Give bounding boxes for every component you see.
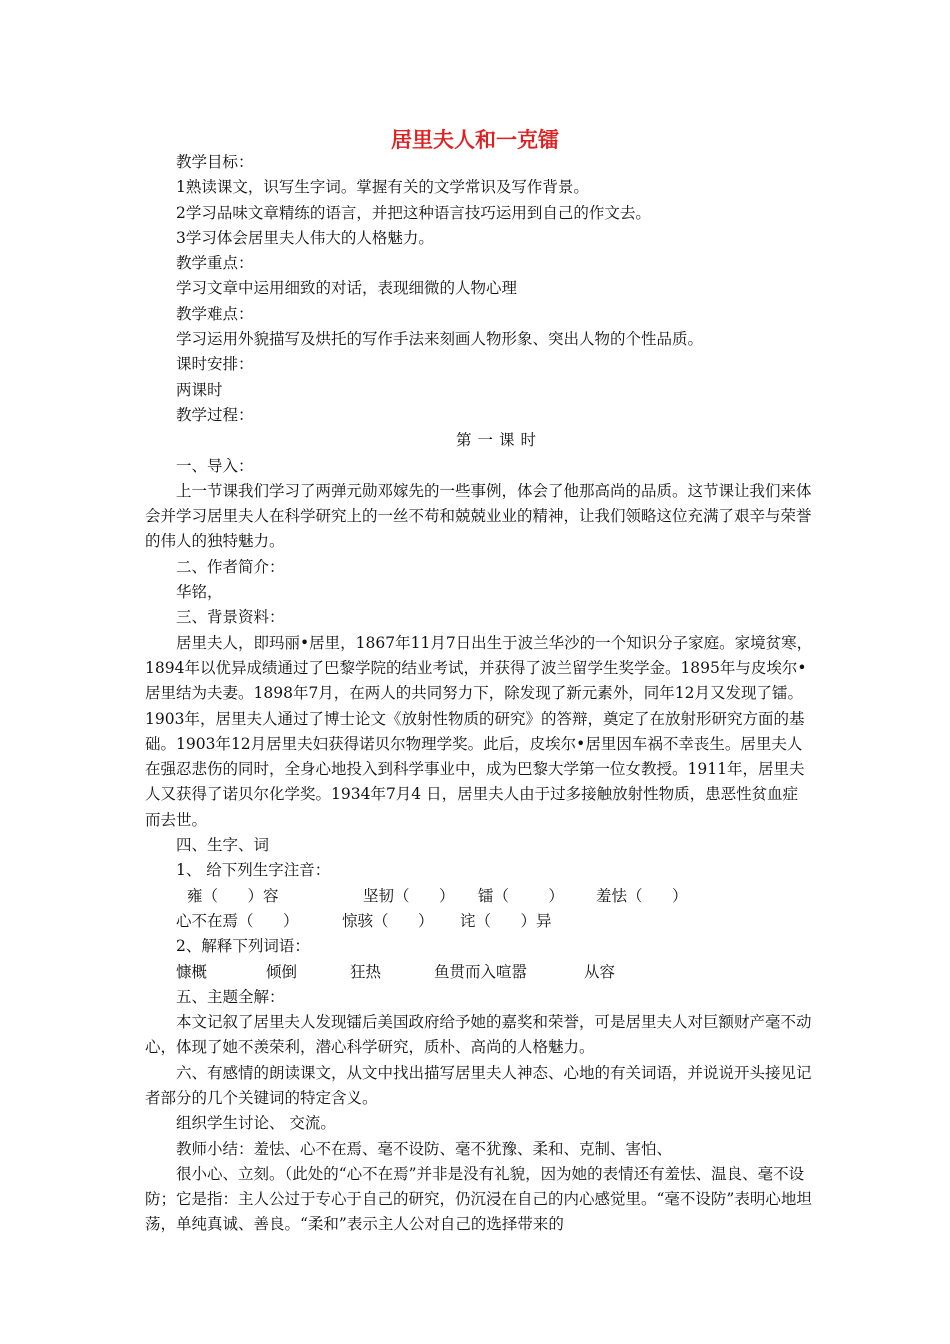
teacher-summary-line: 教师小结：羞怯、心不在焉、毫不设防、毫不犹豫、柔和、克制、害怕、 [176,1139,673,1158]
process-heading: 教学过程： [176,405,254,424]
goals-heading: 教学目标： [176,153,254,171]
part2-text: 华铭， [176,583,223,602]
pinyin-item: 惊骇（ ） [342,911,434,930]
part5-heading: 五、主题全解： [176,987,285,1006]
words-row [145,960,813,985]
word-item: 倾倒 [266,962,298,981]
pinyin-row [145,884,813,909]
part1-heading: 一、导入： [176,456,254,475]
focus-heading: 教学重点： [176,254,254,273]
document-title: 居里夫人和一克镭 [391,128,559,152]
pinyin-item: 诧（ ）异 [460,911,552,930]
part4-heading: 四、生字、词 [176,836,270,855]
pinyin-item: 坚韧（ ） [363,886,455,905]
pinyin-item: 镭（ ） [478,886,564,905]
part4-q1: 1、 给下列生字注音： [176,861,331,880]
focus-text: 学习文章中运用细致的对话，表现细微的人物心理 [176,279,518,298]
goal-item: 2学习品味文章精练的语言，并把这种语言技巧运用到自己的作文去。 [176,203,651,222]
pinyin-row [145,909,813,934]
document-body [145,150,813,1238]
teacher-summary-text: 很小心、立刻。（此处的“心不在焉”并非是没有礼貌，因为她的表情还有羞怯、温良、毫不设防；它是指：主人公过于专心于自己的研究，仍沉浸在自己的内心感觉里。“毫不设防”表明心地坦荡，单纯真诚、善良。“柔和”表示主人公对自己的选择带来的 [145,1164,812,1234]
part3-text: 居里夫人，即玛丽•居里，1867年11月7日出生于波兰华沙的一个知识分子家庭。家境贫寒，1894年以优异成绩通过了巴黎学院的结业考试，并获得了波兰留学生奖学金。1895年与皮埃尔•居里结为夫妻。1898年7月，在两人的共同努力下，除发现了新元素外，同年12月又发现了镭。1903年，居里夫人通过了博士论文《放射性物质的研究》的答辩，奠定了在放射形研究方面的基础。1903年12月居里夫妇获得诺贝尔物理学奖。此后，皮埃尔•居里因车祸不幸丧生。居里夫人在强忍悲伤的同时，全身心地投入到科学事业中，成为巴黎大学第一位女教授。1911年，居里夫人又获得了诺贝尔化学奖。1934年7月4 日，居里夫人由于过多接触放射性物质，患恶性贫血症而去世。 [145,633,813,829]
part3-heading: 三、背景资料： [176,608,285,627]
part2-heading: 二、作者简介： [176,557,285,576]
word-item: 慷概 [176,962,208,981]
goal-item: 3学习体会居里夫人伟大的人格魅力。 [176,228,434,247]
schedule-text: 两课时 [176,380,223,399]
schedule-heading: 课时安排： [176,355,254,374]
goal-item: 1熟读课文，识写生字词。掌握有关的文学常识及写作背景。 [176,178,589,197]
part1-text: 上一节课我们学习了两弹元勋邓嫁先的一些事例，体会了他那高尚的品质。这节课让我们来体会并学习居里夫人在科学研究上的一丝不苟和兢兢业业的精神，让我们领略这位充满了艰辛与荣誉的伟人的独特魅力。 [145,481,812,551]
pinyin-item: 雍（ ）容 [187,886,279,905]
word-item: 鱼贯而入喧嚣 [434,962,528,981]
difficulty-heading: 教学难点： [176,304,254,323]
word-item: 狂热 [350,962,382,981]
pinyin-item: 羞怯（ ） [596,886,688,905]
part6-text: 六、有感情的朗读课文，从文中找出描写居里夫人神态、心地的有关词语，并说说开头接见记者部分的几个关键词的特定含义。 [145,1063,812,1107]
difficulty-text: 学习运用外貌描写及烘托的写作手法来刻画人物形象、突出人物的个性品质。 [176,330,704,349]
pinyin-item: 心不在焉（ ） [176,911,299,930]
word-item: 从容 [584,962,616,981]
part6-discussion: 组织学生讨论、 交流。 [176,1114,336,1133]
part5-text: 本文记叙了居里夫人发现镭后美国政府给予她的嘉奖和荣誉，可是居里夫人对巨额财产毫不动心，体现了她不羡荣利，潜心科学研究，质朴、高尚的人格魅力。 [145,1013,812,1057]
part4-q2: 2、解释下列词语： [176,937,310,956]
lesson-title: 第一课时 [455,431,542,450]
